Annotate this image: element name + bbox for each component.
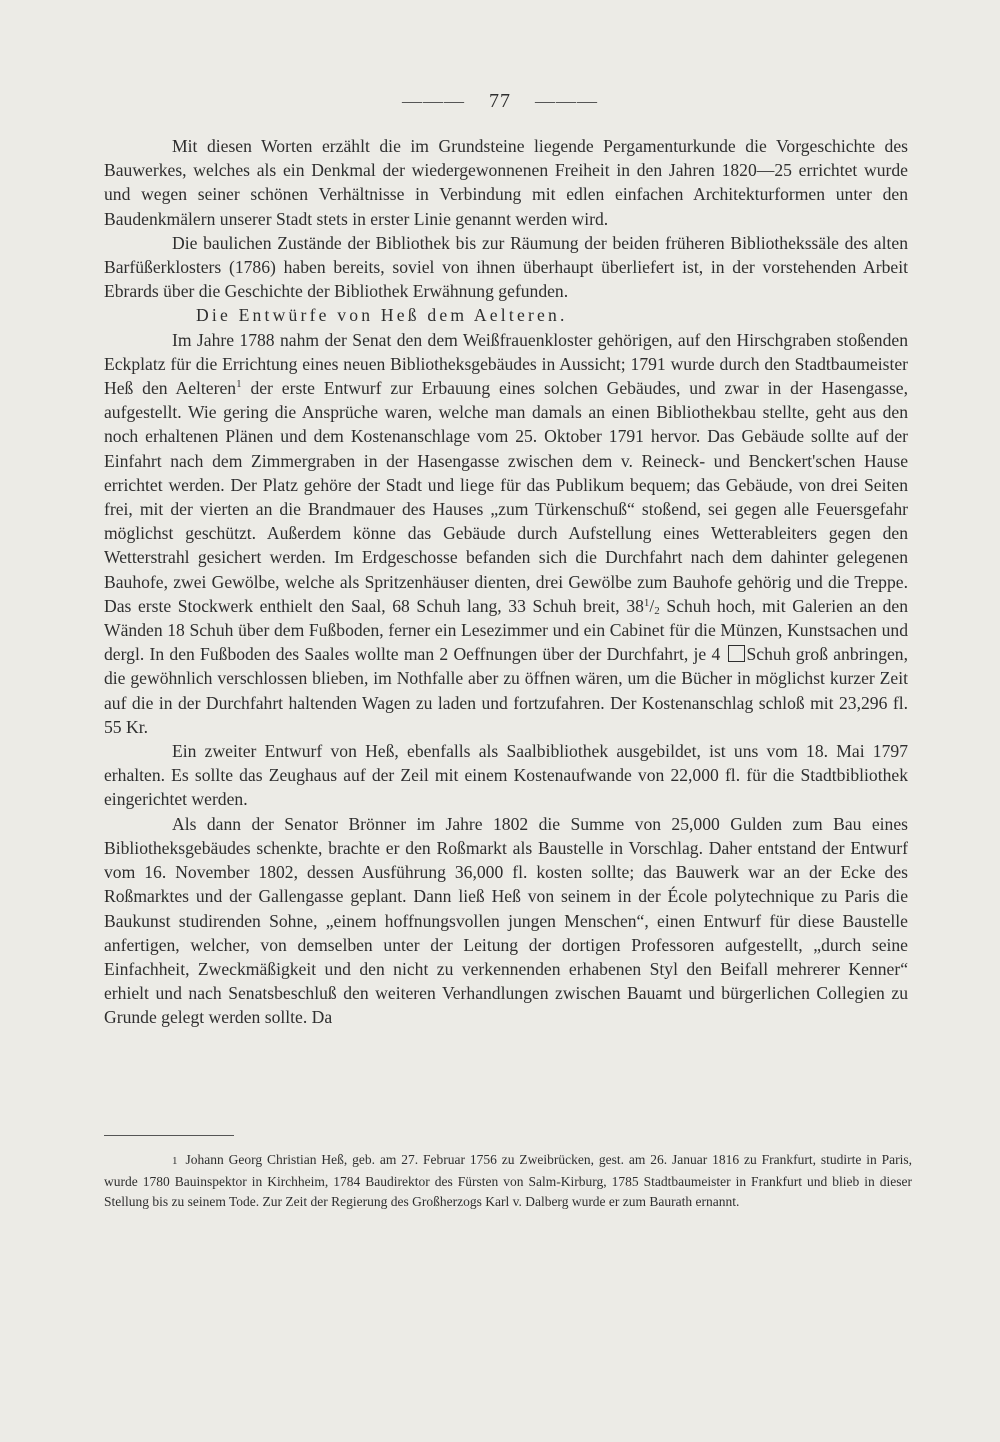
body-text [104, 134, 908, 1030]
footnote-text: Johann Georg Christian Heß, geb. am 27. Februar 1756 zu Zweibrücken, gest. am 26. Januar 1816 zu Frankfurt, studirte in Paris, wurde 1780 Bauinspektor in Kirchheim, 1784 Baudirektor des Fürsten von Salm-Kirburg, 1785 Stadtbaumeister in Frankfurt und blieb in dieser Stellung bis zu seinem Tode. Zur Zeit der Regierung des Großherzogs Karl v. Dalberg wurde er zum Baurath ernannt. [104, 1152, 912, 1209]
paragraph: Als dann der Senator Brönner im Jahre 1802 die Summe von 25,000 Gulden zum Bau eines Bibliotheksgebäudes schenkte, brachte er den Roßmarkt als Baustelle in Vorschlag. Daher entstand der Entwurf vom 16. November 1802, dessen Ausführung 36,000 fl. kosten sollte; das Bauwerk war an der Ecke des Roßmarktes und der Gallengasse geplant. Dann ließ Heß von seinem in der École polytechnique zu Paris die Baukunst studirenden Sohne, „einem hoffnungsvollen jungen Menschen“, einen Entwurf für diese Baustelle anfertigen, welcher, von demselben unter der Leitung der dortigen Professoren aufgestellt, „durch seine Einfachheit, Zweckmäßigkeit und den nicht zu verkennenden erhabenen Styl den Beifall mehrerer Kenner“ erhielt und nach Senatsbeschluß den weiteren Verhandlungen zwischen Bauamt und bürgerlichen Collegien zu Grunde gelegt werden sollte. Da [104, 813, 908, 1028]
fraction: $38^1/_2$ [626, 595, 660, 617]
paragraph-segment: Schuh hoch, mit Galerien an den Wänden 18 Schuh über dem Fußboden, ferner ein Lesezimmer und ein Cabinet für die Münzen, Kunstsachen und dergl. In den Fußboden des Saales wollte man 2 Oeffnungen über der Durchfahrt, je 4 [104, 595, 908, 665]
fraction-numerator: 1 [643, 596, 650, 609]
footnote-reference: 1 [236, 378, 242, 391]
paragraph-segment: Schuh groß anbringen, die gewöhnlich verschlossen blieben, im Nothfalle aber zu öffnen wären, um die Bücher in möglichst kurzer Zeit auf die in der Durchfahrt haltenden Wagen zu laden und fortzufahren. Der Kostenanschlag schloß mit 23,296 fl. 55 Kr. [104, 644, 908, 737]
page-header [0, 90, 1000, 113]
paragraph-segment: Im Jahre 1788 nahm der Senat den dem Weißfrauenkloster gehörigen, auf den Hirschgraben stoßenden Eckplatz für die Errichtung eines neuen Bibliotheksgebäudes in Aussicht; 1791 wurde durch den Stadtbaumeister Heß den Aelteren [104, 329, 908, 399]
paragraph: Die baulichen Zustände der Bibliothek bis zur Räumung der beiden früheren Bibliothekssäle des alten Barfüßerklosters (1786) haben bereits, soviel von ihnen überhaupt überliefert ist, in der vorstehenden Arbeit Ebrards über die Geschichte der Bibliothek Erwähnung gefunden. [104, 232, 908, 302]
section-heading: Die Entwürfe von Heß dem Aelteren. [196, 305, 568, 326]
footnote-separator [104, 1135, 234, 1136]
square-unit-icon [728, 645, 745, 662]
paragraph: Ein zweiter Entwurf von Heß, ebenfalls als Saalbibliothek ausgebildet, ist uns vom 18. Mai 1797 erhalten. Es sollte das Zeughaus auf der Zeil mit einem Kostenaufwande von 22,000 fl. für die Stadtbibliothek eingerichtet werden. [104, 741, 908, 810]
page-number: 77 [489, 90, 511, 112]
paragraph: Mit diesen Worten erzählt die im Grundsteine liegende Pergamenturkunde die Vorgeschichte des Bauwerkes, welches als ein Denkmal der wiedergewonnenen Freiheit in den Jahren 1820—25 errichtet wurde und wegen seiner schönen Verhältnisse in Verbindung mit edlen einfachen Architekturformen unter den Baudenkmälern unserer Stadt stets in erster Linie genannt werden wird. [104, 136, 908, 229]
header-dash-right: ——— [535, 90, 598, 112]
paragraph-segment: der erste Entwurf zur Erbauung eines solchen Gebäudes, und zwar in der Hasengasse, aufgestellt. Wie gering die Ansprüche waren, welche man damals an einen Bibliothekbau stellte, geht aus den noch erhaltenen Plänen und dem Kostenanschlage vom 25. Oktober 1791 hervor. Das Gebäude sollte auf der Einfahrt nach dem Zimmergraben in der Hasengasse zwischen dem v. Reineck- und Benckert'schen Hause errichtet werden. Der Platz gehöre der Stadt und liege für das Publikum bequem; das Gebäude, von drei Seiten frei, mit der vierten an die Brandmauer des Hauses „zum Türkenschuß“ stoßend, sei gegen alle Feuersgefahr möglichst geschützt. Außerdem könne das Gebäude durch Aufstellung eines Wetterableiters gegen den Wetterstrahl gesichert werden. Im Erdgeschosse befanden sich die Durchfahrt nach dem dahinter gelegenen Bauhofe, zwei Gewölbe, welche als Spritzenhäuser dienten, drei Gewölbe zum Bauhofe gehörig und die Treppe. Das erste Stockwerk enthielt den Saal, 68 Schuh lang, 33 Schuh breit, [104, 378, 908, 616]
footnote-mark: 1 [172, 1155, 178, 1167]
fraction-denominator: 2 [654, 604, 660, 617]
paragraph [104, 328, 908, 739]
header-dash-left: ——— [402, 90, 465, 112]
footnote [104, 1150, 912, 1213]
fraction-whole: 38 [626, 595, 644, 616]
